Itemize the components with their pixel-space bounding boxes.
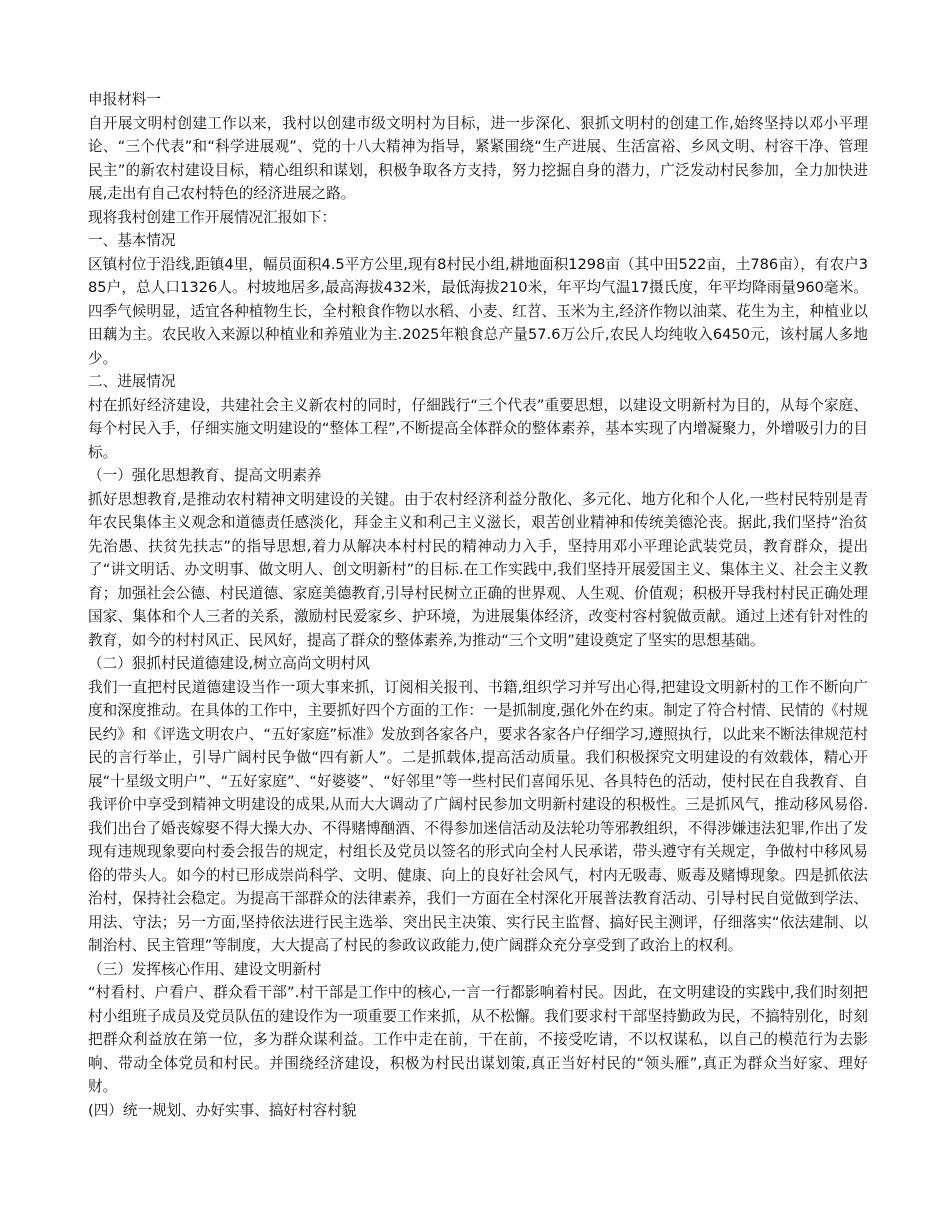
subsection-3-paragraph: “村看村、户看户、群众看干部”.村干部是工作中的核心,一言一行都影响着村民。因此，在文明建设的实践中,我们时刻把村小组班子成员及党员队伍的建设作为一项重要工作来抓，从不松懈。我们要求村干部坚持勤政为民，不搞特别化，时刻把群众利益放在第一位，多为群众谋利益。工作中走在前，干在前，不接受吃请，不以权谋私，以自己的模范行为去影响、带动全体党员和村民。并围绕经济建设，积极为村民出谋划策,真正当好村民的“领头雁”,真正为群众当好家、理好财。 — [88, 984, 868, 1095]
document-page — [88, 88, 868, 1122]
progress-paragraph: 村在抓好经济建设，共建社会主义新农村的同时，仔細践行“三个代表”重要思想，以建设文明新村为目的，从每个家庭、每个村民入手，仔细实施文明建设的“整体工程”,不断提高全体群众的整体素养，基本实现了内增凝聚力，外增吸引力的目标。 — [88, 396, 868, 461]
intro-paragraph: 自开展文明村创建工作以来，我村以创建市级文明村为目标，进一步深化、狠抓文明村的创建工作,始终坚持以邓小平理论、“三个代表”和“科学进展观”、党的十八大精神为指导，紧紧围绕“生产进展、生活富裕、乡风文明、村容干净、管理民主”的新农村建设目标，精心组织和谋划，积极争取各方支持，努力挖掘自身的潜力，广泛发动村民参加，全力加快进展,走出有自己农村特色的经济进展之路。 — [88, 114, 868, 202]
basic-situation-paragraph: 区镇村位于沿线,距镇4里，幅员面积4.5平方公里,现有8村民小组,耕地面积1298亩（其中田522亩，土786亩），有农户385户，总人口1326人。村坡地居多,最高海拔432米，最低海拔210米，年平均气温17摄氏度，年平均降雨量960毫米。四季气候明显，适宜各种植物生长，全村粮食作物以水稻、小麦、红苕、玉米为主,经济作物以油菜、花生为主，种植业以田藕为主。农民收入来源以种植业和养殖业为主.2025年粮食总产量57.6万公斤,农民人均纯收入6450元，该村属人多地少。 — [88, 255, 868, 367]
section-heading-progress: 二、进展情况 — [88, 373, 176, 390]
subsection-2-paragraph: 我们一直把村民道德建设当作一项大事来抓，订阅相关报刊、书籍,组织学习并写出心得,把建设文明新村的工作不断向广度和深度推动。在具体的工作中，主要抓好四个方面的工作：一是抓制度,强化外在约束。制定了符合村情、民情的《村规民约》和《评选文明农户、“五好家庭”标准》发放到各家各户，要求各家各户仔细学习,遵照执行，以此来不断法律规范村民的言行举止，引导广阔村民争做“四有新人”。二是抓载体,提高活动质量。我们积极探究文明建设的有效载体，精心开展“十星级文明户”、“五好家庭”、“好婆婆”、“好邻里”等一些村民们喜闻乐见、各具特色的活动，使村民在自我教育、自我评价中享受到精神文明建设的成果,从而大大调动了广阔村民参加文明新村建设的积极性。三是抓风气，推动移风易俗.我们出台了婚丧嫁娶不得大操大办、不得赌博酗酒、不得参加迷信活动及法轮功等邪教组织，不得涉嫌违法犯罪,作出了发现有违规现象要向村委会报告的规定，村组长及党员以签名的形式向全村人民承诺，带头遵守有关规定，争做村中移风易俗的带头人。如今的村已形成崇尚科学、文明、健康、向上的良好社会风气，村内无吸毒、贩毒及赌博现象。四是抓依法治村，保持社会稳定。为提高干部群众的法律素养，我们一方面在全村深化开展普法教育活动、引导村民自觉做到学法、用法、守法；另一方面,坚持依法进行民主选举、突出民主决策、实行民主监督、搞好民主测评，仔细落实“依法建制、以制治村、民主管理”等制度，大大提高了村民的参政议政能力,使广阔群众充分享受到了政治上的权利。 — [88, 678, 868, 954]
subsection-heading-1: （一）强化思想教育、提高文明素养 — [88, 467, 322, 484]
subsection-heading-4: (四）统一规划、办好实事、搞好村容村貌 — [88, 1101, 357, 1119]
subsection-heading-3: （三）发挥核心作用、建设文明新村 — [88, 960, 322, 978]
report-lead-line: 现将我村创建工作开展情况汇报如下： — [88, 208, 337, 226]
document-title: 申报材料一 — [88, 91, 161, 108]
section-heading-basic-situation: 一、基本情况 — [88, 232, 176, 249]
subsection-heading-2: （二）狠抓村民道德建设,树立高尚文明村风 — [88, 655, 370, 672]
subsection-1-paragraph: 抓好思想教育,是推动农村精神文明建设的关键。由于农村经济利益分散化、多元化、地方化和个人化,一些村民特别是青年农民集体主义观念和道德责任感淡化，拜金主义和利己主义滋长，艰苦创业精神和传统美德沦丧。据此,我们坚持“治贫先治愚、扶贫先扶志”的指导思想,着力从解决本村村民的精神动力入手，坚持用邓小平理论武装党员，教育群众，提出了“讲文明话、办文明事、做文明人、创文明新村”的目标.在工作实践中,我们坚持开展爱国主义、集体主义、社会主义教育；加强社会公德、村民道德、家庭美德教育,引导村民树立正确的世界观、人生观、价值观；积极开导我村村民正确处理国家、集体和个人三者的关系，激励村民爱家乡、护环境，为进展集体经济，改变村容村貌做贡献。通过上述有针对性的教育，如今的村村风正、民风好，提高了群众的整体素养,为推动“三个文明”建设奠定了坚实的思想基础。 — [88, 490, 868, 649]
